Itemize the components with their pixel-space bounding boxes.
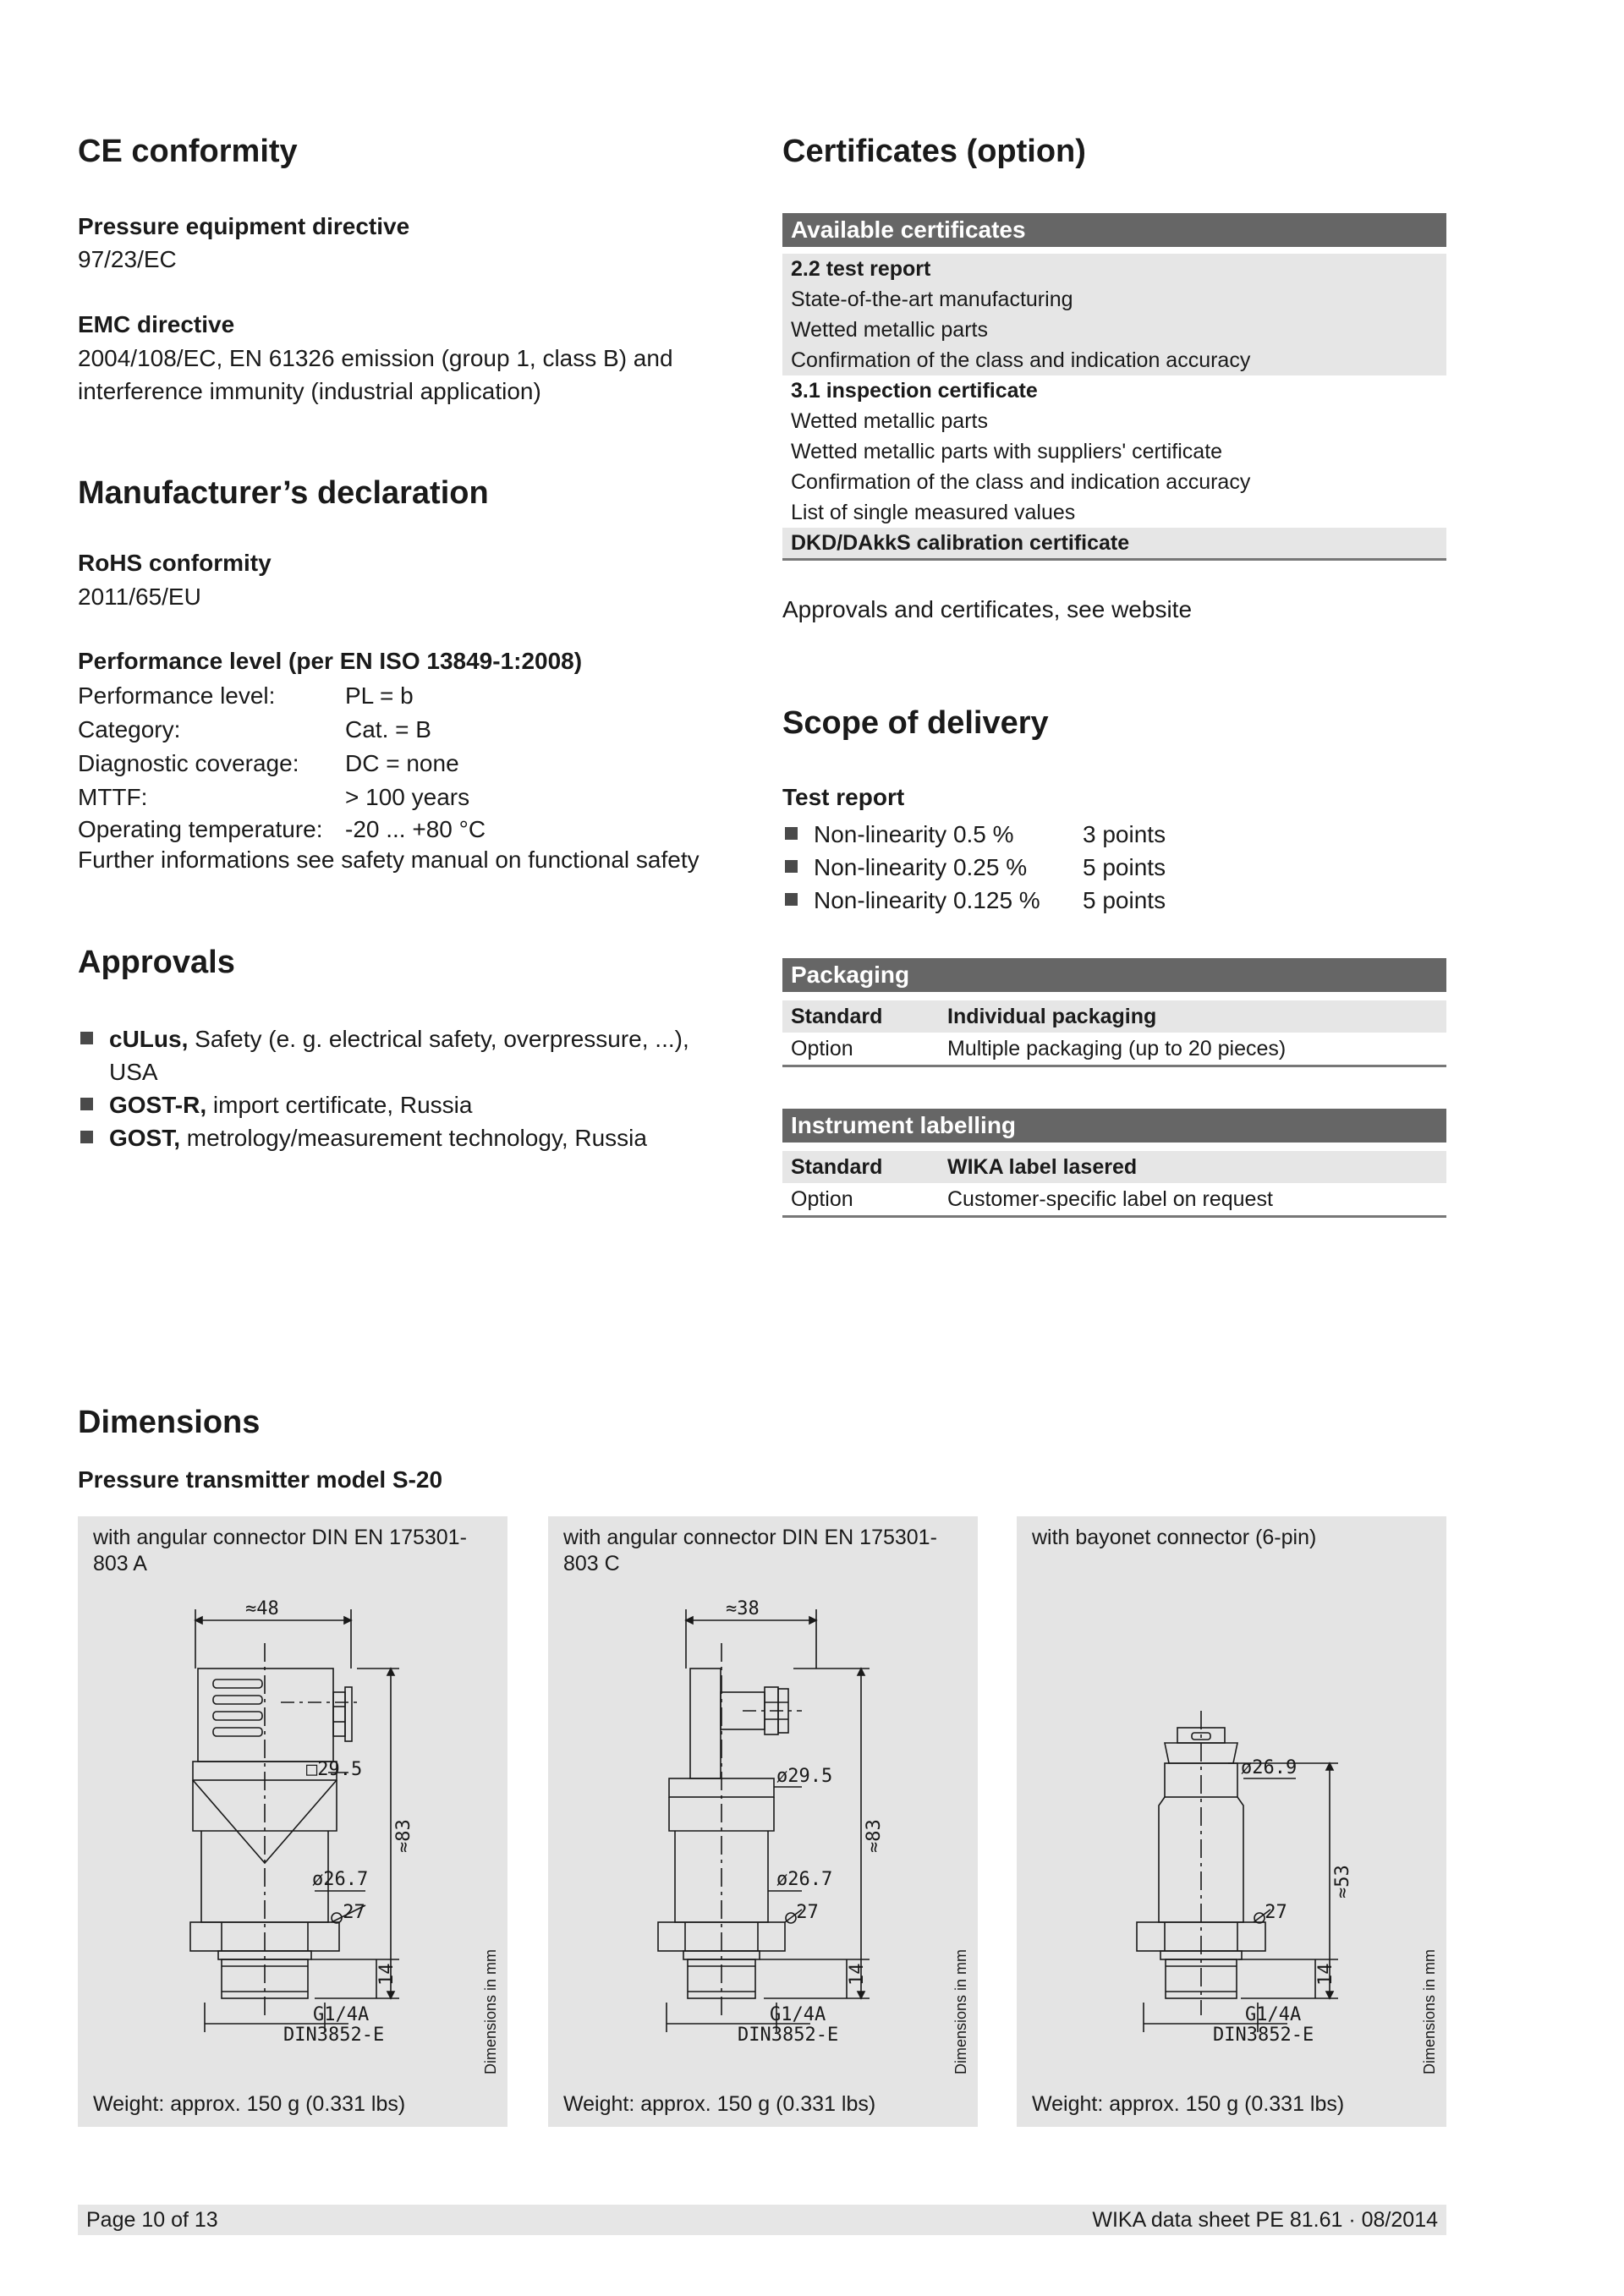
approvals-title: Approvals [78, 945, 235, 980]
dim-diameter: ø26.9 [1241, 1757, 1298, 1778]
emc-line-1: 2004/108/EC, EN 61326 emission (group 1, class B) and [78, 345, 673, 371]
dimension-caption: with angular connector DIN EN 175301- 803 C [563, 1526, 937, 1575]
datasheet-ref: WIKA data sheet PE 81.61 · 08/2014 [1092, 2208, 1438, 2232]
dim-diameter: ø26.7 [312, 1869, 369, 1890]
list-item: GOST-R, import certificate, Russia [78, 1088, 729, 1121]
table-row: Option Multiple packaging (up to 20 pieces) [782, 1033, 1446, 1067]
dimension-caption: with bayonet connector (6-pin) [1032, 1526, 1317, 1549]
performance-row: Performance level: PL = b [78, 682, 414, 709]
cert-group-22 [782, 254, 1446, 375]
dim-width: ≈48 [245, 1598, 279, 1619]
dim-square: □29.5 [306, 1759, 363, 1780]
certificates-table [782, 213, 1446, 561]
dim-din: DIN3852-E [738, 2025, 839, 2046]
table-row: State-of-the-art manufacturing [791, 288, 1073, 311]
emc-label: EMC directive [78, 311, 235, 337]
cert-group-31 [782, 375, 1446, 528]
dimension-box-803a [78, 1516, 508, 2127]
table-row: 2.2 test report [791, 257, 931, 281]
dim-height: ≈83 [864, 1819, 885, 1853]
rohs-value: 2011/65/EU [78, 584, 201, 610]
drawing-angular-connector-a [78, 1584, 508, 2074]
dim-din: DIN3852-E [1213, 2025, 1314, 2046]
dimension-box-803c [548, 1516, 978, 2127]
table-row: Standard WIKA label lasered [782, 1151, 1446, 1183]
table-row: List of single measured values [791, 501, 1076, 524]
list-item: Non-linearity 0.125 % 5 points [782, 884, 1442, 917]
dim-thread: G1/4A [1245, 2004, 1302, 2025]
performance-row: Diagnostic coverage: DC = none [78, 750, 459, 776]
list-item: GOST, metrology/measurement technology, Russia [78, 1121, 729, 1154]
ped-label: Pressure equipment directive [78, 213, 410, 239]
list-item: cULus, Safety (e. g. electrical safety, overpressure, ...), USA [78, 1022, 729, 1088]
test-report-list [782, 818, 1442, 917]
units-note: Dimensions in mm [952, 1948, 969, 2074]
units-note: Dimensions in mm [482, 1948, 499, 2074]
dim-diameter: ø26.7 [776, 1869, 833, 1890]
dim-hex: 27 [1254, 1902, 1287, 1923]
dim-hex: 27 [785, 1902, 819, 1923]
dim-14: 14 [847, 1963, 868, 1986]
cert-group-dkd [782, 528, 1446, 561]
table-row: Standard Individual packaging [782, 1000, 1446, 1033]
table-header: Available certificates [782, 213, 1446, 247]
weight-note: Weight: approx. 150 g (0.331 lbs) [1032, 2092, 1345, 2116]
table-row: DKD/DAkkS calibration certificate [791, 531, 1130, 555]
approvals-list [78, 1022, 729, 1154]
dim-width: ≈38 [726, 1598, 760, 1619]
dimension-box-bayonet [1017, 1516, 1446, 2127]
performance-row: Operating temperature: -20 ... +80 °C [78, 816, 486, 842]
dimension-caption: with angular connector DIN EN 175301- 803 A [93, 1526, 467, 1575]
ce-title: CE conformity [78, 134, 298, 169]
performance-row: MTTF: > 100 years [78, 784, 470, 810]
dim-hex: 27 [332, 1902, 365, 1923]
table-row: Option Customer-specific label on request [782, 1183, 1446, 1218]
dim-14: 14 [376, 1963, 398, 1986]
table-row: Confirmation of the class and indication accuracy [791, 470, 1251, 494]
table-row: Wetted metallic parts [791, 318, 988, 342]
table-row: Wetted metallic parts [791, 409, 988, 433]
performance-table [78, 679, 700, 875]
table-header: Packaging [782, 958, 1446, 992]
page-number: Page 10 of 13 [86, 2208, 218, 2232]
dim-height: ≈83 [393, 1819, 414, 1853]
emc-line-2: interference immunity (industrial application) [78, 378, 541, 404]
weight-note: Weight: approx. 150 g (0.331 lbs) [563, 2092, 876, 2116]
table-row: Confirmation of the class and indication accuracy [791, 348, 1251, 372]
table-row: Wetted metallic parts with suppliers' certificate [791, 440, 1223, 463]
units-note: Dimensions in mm [1421, 1948, 1438, 2074]
labelling-table [782, 1109, 1446, 1218]
ped-value: 97/23/EC [78, 246, 177, 272]
rohs-label: RoHS conformity [78, 550, 272, 576]
page-footer [78, 2205, 1446, 2235]
performance-label: Performance level (per EN ISO 13849-1:2008) [78, 648, 583, 674]
dimensions-subtitle: Pressure transmitter model S-20 [78, 1466, 443, 1493]
dim-diameter-top: ø29.5 [776, 1766, 833, 1787]
test-report-label: Test report [782, 784, 905, 810]
performance-row: Category: Cat. = B [78, 716, 431, 743]
drawing-angular-connector-c [548, 1584, 978, 2074]
drawing-bayonet-connector [1017, 1584, 1446, 2074]
dim-din: DIN3852-E [283, 2025, 385, 2046]
table-header: Instrument labelling [782, 1109, 1446, 1143]
scope-title: Scope of delivery [782, 705, 1049, 741]
dim-height: ≈53 [1332, 1865, 1353, 1899]
dimensions-title: Dimensions [78, 1405, 261, 1440]
list-item: Non-linearity 0.25 % 5 points [782, 851, 1442, 884]
list-item: Non-linearity 0.5 % 3 points [782, 818, 1442, 851]
dim-thread: G1/4A [770, 2004, 826, 2025]
table-row: 3.1 inspection certificate [791, 379, 1038, 403]
packaging-table [782, 958, 1446, 1067]
certificates-note: Approvals and certificates, see website [782, 596, 1193, 622]
weight-note: Weight: approx. 150 g (0.331 lbs) [93, 2092, 406, 2116]
certificates-title: Certificates (option) [782, 134, 1086, 169]
further-info: Further informations see safety manual on functional safety [78, 847, 700, 873]
manufacturer-title: Manufacturer’s declaration [78, 475, 489, 511]
dim-thread: G1/4A [313, 2004, 370, 2025]
dim-14: 14 [1315, 1963, 1336, 1986]
